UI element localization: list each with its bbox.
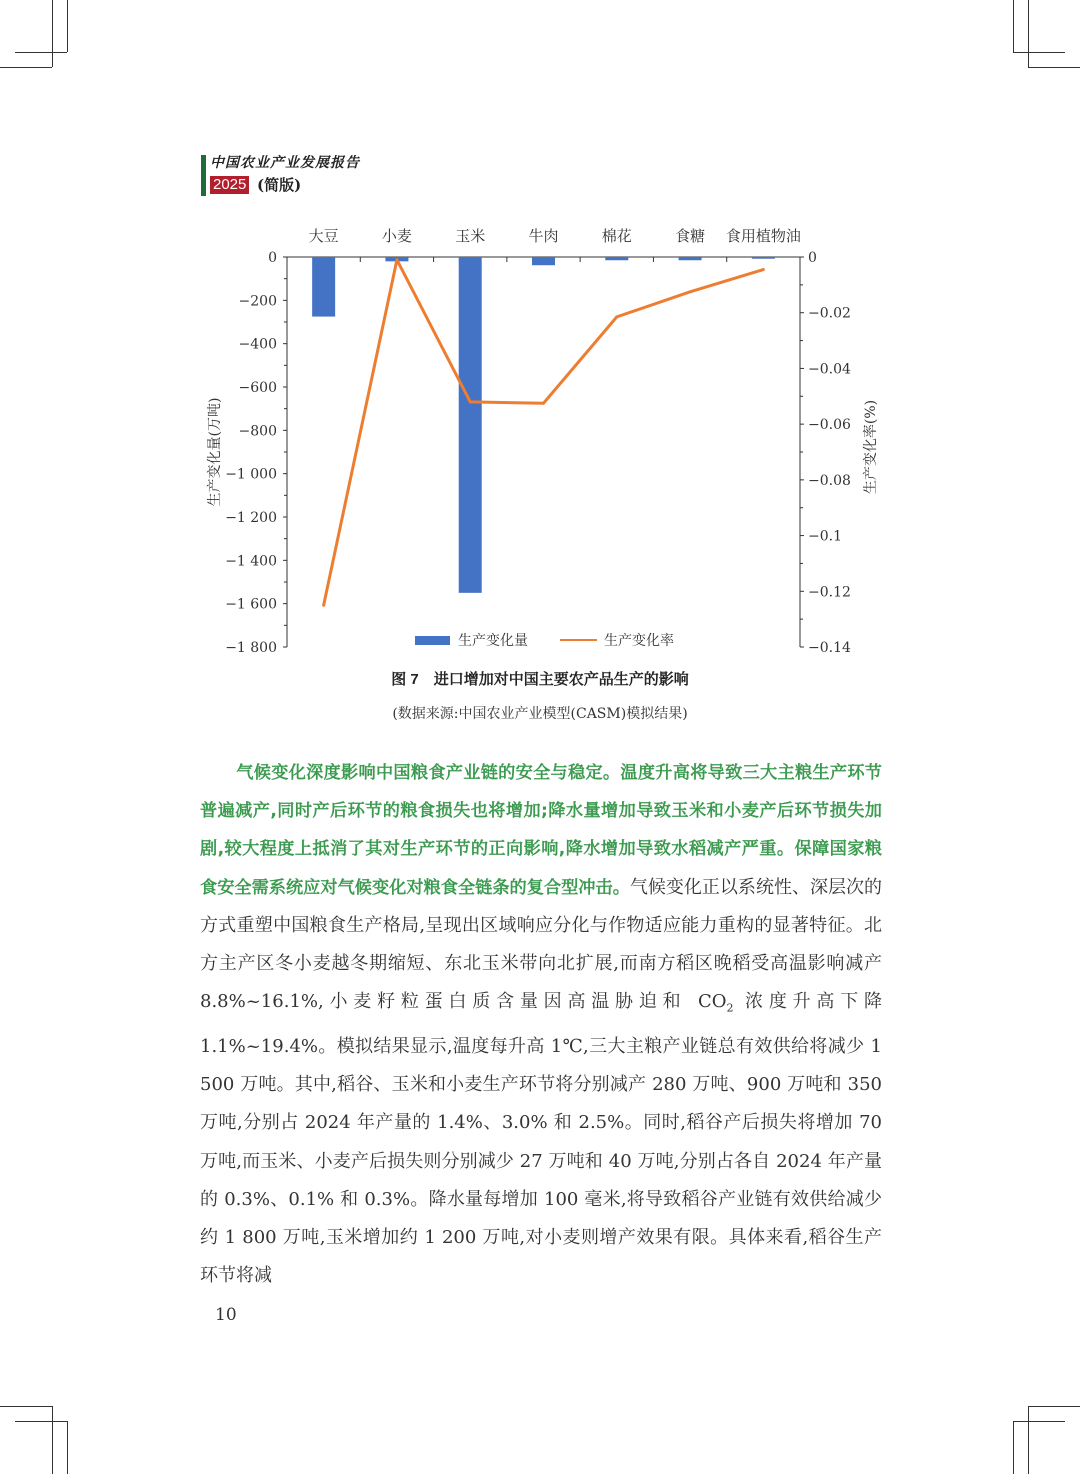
bar-食糖 <box>679 257 702 260</box>
figure-title: 图 7 进口增加对中国主要农产品生产的影响 <box>391 671 689 688</box>
left-tick-label: −1 200 <box>225 510 277 526</box>
crop-mark <box>1013 1421 1065 1422</box>
crop-mark <box>67 1421 68 1474</box>
crop-mark <box>52 1406 53 1474</box>
left-tick-label: −1 600 <box>225 596 277 613</box>
bar-棉花 <box>605 257 628 260</box>
right-tick-label: −0.08 <box>808 472 851 489</box>
import-impact-chart <box>200 215 880 665</box>
category-label: 棉花 <box>601 227 632 245</box>
header-subtitle: (简版) <box>257 176 302 194</box>
legend-label-line: 生产变化率 <box>604 633 674 649</box>
right-tick-label: −0.04 <box>808 361 851 378</box>
left-tick-label: −200 <box>238 293 277 310</box>
left-tick-label: −1 000 <box>225 466 277 483</box>
crop-mark <box>1013 0 1014 52</box>
left-tick-label: −400 <box>238 336 277 353</box>
category-label: 小麦 <box>381 227 412 245</box>
header-title: 中国农业产业发展报告 <box>210 155 360 171</box>
crop-mark <box>15 52 67 53</box>
category-label: 牛肉 <box>528 227 559 245</box>
crop-mark <box>67 0 68 52</box>
right-tick-label: −0.02 <box>808 305 851 322</box>
left-tick-label: −1 800 <box>225 640 277 656</box>
legend-swatch-bar <box>415 636 450 645</box>
bar-食用植物油 <box>752 257 775 259</box>
crop-mark <box>52 0 53 67</box>
crop-mark <box>1028 67 1080 68</box>
co2-subscript: 2 <box>726 1001 734 1015</box>
highlight-text: 气候变化深度影响中国粮食产业链的安全与稳定。温度升高将导致三大主粮生产环节普遍减产,同时产后环节的粮食损失也将增加;降水量增加导致玉米和小麦产后环节损失加剧,较大程度上抵消了其对生产环节的正向影响,降水增加导致水稻减产严重。保障国家粮食安全需系统应对气候变化对粮食全链条的复合型冲击。 <box>200 763 882 898</box>
line-point-食糖 <box>689 290 692 293</box>
bar-大豆 <box>312 257 335 317</box>
figure-source: (数据来源:中国农业产业模型(CASM)模拟结果) <box>392 706 688 722</box>
header-accent-bar <box>201 155 206 196</box>
crop-mark <box>1028 1406 1080 1407</box>
line-point-小麦 <box>395 258 398 261</box>
line-point-玉米 <box>469 400 472 403</box>
left-tick-label: −600 <box>238 380 277 396</box>
right-tick-label: 0 <box>808 250 817 266</box>
category-label: 食用植物油 <box>725 227 801 245</box>
line-point-大豆 <box>322 604 325 607</box>
page-number: 10 <box>215 1305 237 1325</box>
body-text-part1: 气候变化正以系统性、深层次的方式重塑中国粮食生产格局,呈现出区域响应分化与作物适应能力重构的显著特征。北方主产区冬小麦越冬期缩短、东北玉米带向北扩展,而南方稻区晚稻受高温影响减产 8.8%~16.1%,小麦籽粒蛋白质含量因高温胁迫和 CO <box>200 876 882 1013</box>
left-tick-label: −800 <box>238 423 277 440</box>
header-year: 2025 <box>210 176 249 194</box>
category-label: 大豆 <box>308 227 339 245</box>
line-point-食用植物油 <box>762 268 765 271</box>
left-tick-label: 0 <box>268 250 277 266</box>
right-tick-label: −0.14 <box>808 640 851 656</box>
y-axis-title-left: 生产变化量(万吨) <box>207 397 223 507</box>
right-tick-label: −0.06 <box>808 417 851 434</box>
crop-mark <box>1028 1406 1029 1474</box>
right-tick-label: −0.12 <box>808 584 851 601</box>
line-point-牛肉 <box>542 402 545 405</box>
running-header <box>201 152 501 196</box>
left-tick-label: −1 400 <box>225 553 277 570</box>
bar-玉米 <box>459 257 482 593</box>
body-text-part2: 浓度升高下降 1.1%~19.4%。模拟结果显示,温度每升高 1℃,三大主粮产业链总有效供给将减少 1 500 万吨。其中,稻谷、玉米和小麦生产环节将分别减产 280 万吨、900 万吨和 350 万吨,分别占 2024 年产量的 1.4%、3.0% 和 2.5%。同时,稻谷产后损失将增加 70 万吨,而玉米、小麦产后损失则分别减少 27 万吨和 40 万吨,分别占各自 2024 年产量的 0.3%、0.1% 和 0.3%。降水量每增加 100 毫米,将导致稻谷产业链有效供给减少约 1 800 万吨,玉米增加约 1 200 万吨,对小麦则增产效果有限。具体来看,稻谷生产环节将减 <box>200 991 882 1287</box>
legend-label-bar: 生产变化量 <box>458 633 528 649</box>
category-label: 食糖 <box>675 227 706 245</box>
right-tick-label: −0.1 <box>808 528 842 545</box>
crop-mark <box>0 67 52 68</box>
y-axis-title-right: 生产变化率(%) <box>863 399 879 495</box>
crop-mark <box>1013 1421 1014 1474</box>
category-label: 玉米 <box>455 227 486 245</box>
crop-mark <box>1013 52 1065 53</box>
body-paragraph <box>200 754 882 1295</box>
crop-mark <box>1028 0 1029 67</box>
line-point-棉花 <box>615 315 618 318</box>
crop-mark <box>0 1406 52 1407</box>
bar-牛肉 <box>532 257 555 265</box>
line-series-rate <box>324 260 764 605</box>
crop-mark <box>15 1421 67 1422</box>
